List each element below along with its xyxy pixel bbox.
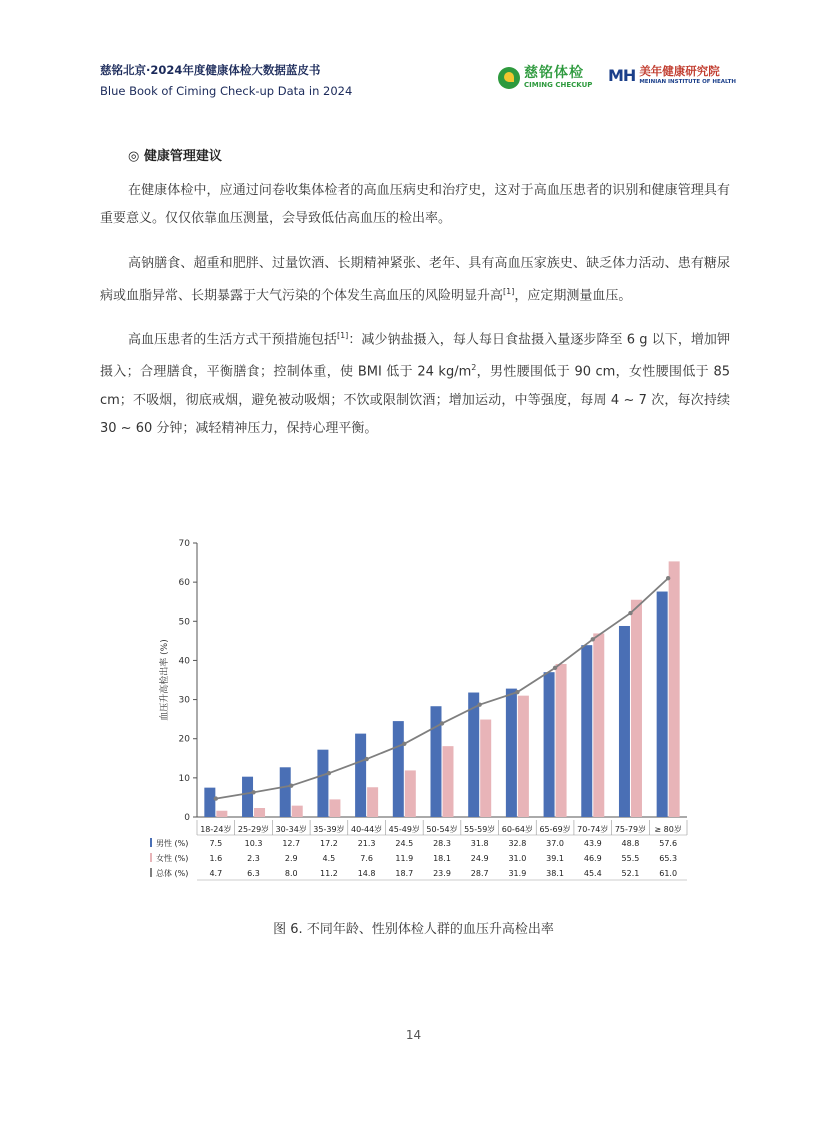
- y-tick-label: 60: [178, 578, 190, 589]
- table-value: 11.9: [395, 854, 414, 863]
- citation-ref: [1]: [503, 287, 515, 296]
- x-category-label: 75-79岁: [614, 825, 647, 834]
- table-value: 7.6: [360, 854, 373, 863]
- document-title: 慈铭北京·2024年度健康体检大数据蓝皮书: [100, 63, 321, 77]
- x-category-label: 60-64岁: [501, 825, 534, 834]
- table-value: 21.3: [357, 839, 376, 848]
- point-total: [327, 771, 331, 775]
- bar-female: [292, 806, 303, 817]
- y-tick-label: 0: [184, 813, 190, 823]
- meinian-logo-icon: MH: [608, 66, 636, 85]
- y-tick-label: 10: [178, 773, 190, 784]
- point-total: [515, 690, 519, 694]
- citation-ref: [1]: [336, 331, 349, 340]
- paragraph-3-body: ：减少钠盐摄入，每人每日食盐摄入量逐步降至 6 g 以下，增加钾摄入；合理膳食，平衡膳食；控制体重，使 BMI 低于 24 kg/m: [100, 332, 730, 380]
- y-tick-label: 40: [178, 656, 190, 667]
- table-value: 52.1: [621, 869, 640, 878]
- bar-male: [581, 645, 592, 817]
- x-category-label: 30-34岁: [275, 825, 307, 834]
- y-axis-label: 血压升高检出率 (%): [160, 639, 170, 721]
- table-value: 46.9: [583, 854, 602, 863]
- point-total: [251, 790, 255, 794]
- point-total: [364, 757, 368, 761]
- superscript-2: 2: [471, 363, 477, 373]
- bar-female: [367, 787, 378, 817]
- table-value: 55.5: [621, 854, 640, 863]
- bar-female: [480, 720, 491, 817]
- bar-male: [242, 777, 253, 817]
- bar-female: [405, 770, 416, 817]
- paragraph-2: [100, 250, 730, 310]
- table-value: 31.9: [508, 869, 527, 878]
- bar-male: [657, 592, 668, 817]
- bar-female: [216, 811, 227, 817]
- point-total: [402, 742, 406, 746]
- section-heading: ◎ 健康管理建议: [128, 149, 222, 164]
- table-value: 39.1: [546, 854, 564, 863]
- legend-swatch: [150, 868, 152, 877]
- ciming-logo: [498, 66, 592, 89]
- table-value: 38.1: [546, 869, 564, 878]
- point-total: [440, 721, 444, 725]
- table-value: 1.6: [209, 854, 223, 863]
- table-value: 7.5: [209, 839, 223, 848]
- paragraph-2-tail: ，应定期测量血压。: [514, 288, 632, 304]
- x-category-label: 45-49岁: [388, 825, 420, 834]
- x-category-label: 35-39岁: [313, 825, 345, 834]
- bar-female: [631, 600, 642, 817]
- bar-female: [593, 633, 604, 817]
- figure-caption: 图 6. 不同年龄、性别体检人群的血压升高检出率: [273, 922, 554, 937]
- paragraph-2-text: 高钠膳食、超重和肥胖、过量饮酒、长期精神紧张、老年、具有高血压家族史、缺乏体力活动、患有糖尿病或血脂异常、长期暴露于大气污染的个体发生高血压的风险明显升高: [100, 256, 730, 304]
- x-category-label: ≥ 80岁: [654, 825, 682, 834]
- table-value: 18.7: [395, 869, 414, 878]
- bar-male: [619, 626, 630, 817]
- bar-female: [518, 696, 529, 817]
- ciming-logo-cn: 慈铭体检: [524, 65, 584, 81]
- table-value: 24.5: [395, 839, 414, 848]
- x-category-label: 18-24岁: [200, 825, 232, 834]
- x-category-label: 50-54岁: [426, 825, 458, 834]
- table-value: 8.0: [284, 869, 298, 878]
- document-subtitle: Blue Book of Ciming Check-up Data in 2024: [100, 84, 353, 98]
- legend-swatch: [150, 838, 152, 847]
- table-value: 17.2: [320, 839, 338, 848]
- paragraph-3: [100, 322, 730, 443]
- bar-male: [506, 689, 517, 817]
- bar-male: [431, 706, 442, 817]
- bar-female: [669, 561, 680, 817]
- x-category-label: 25-29岁: [237, 825, 270, 834]
- hypertension-rate-chart: [150, 530, 710, 890]
- table-value: 57.6: [659, 839, 678, 848]
- table-value: 2.9: [284, 854, 298, 863]
- table-value: 10.3: [244, 839, 263, 848]
- bar-male: [204, 788, 215, 817]
- y-tick-label: 70: [178, 539, 190, 549]
- bar-male: [280, 767, 291, 817]
- legend-label: 女性 (%): [156, 854, 189, 863]
- table-value: 2.3: [247, 854, 260, 863]
- table-value: 61.0: [659, 869, 678, 878]
- table-value: 14.8: [357, 869, 376, 878]
- table-value: 48.8: [621, 839, 640, 848]
- bar-female: [556, 664, 567, 817]
- point-total: [553, 666, 557, 670]
- page-number: 14: [405, 1028, 422, 1042]
- bar-female: [443, 746, 454, 817]
- table-value: 24.9: [470, 854, 489, 863]
- table-value: 4.7: [209, 869, 223, 878]
- paragraph-3-tail: ，男性腰围低于 90 cm，女性腰围低于 85 cm；不吸烟，彻底戒烟，避免被动吸烟；不饮或限制饮酒；增加运动，中等强度，每周 4 ~ 7 次，每次持续 30 ~ 60 分钟；减轻精神压力，保持心理平衡。: [100, 364, 730, 436]
- y-tick-label: 30: [178, 695, 190, 706]
- table-value: 11.2: [320, 869, 338, 878]
- table-value: 31.8: [470, 839, 489, 848]
- x-category-label: 55-59岁: [464, 825, 496, 834]
- meinian-logo-en: MEINIAN INSTITUTE OF HEALTH: [639, 78, 736, 85]
- table-value: 45.4: [583, 869, 602, 878]
- bar-male: [544, 672, 555, 817]
- bar-male: [468, 693, 479, 817]
- bar-male: [355, 734, 366, 817]
- point-total: [666, 576, 670, 580]
- bar-female: [329, 799, 340, 817]
- x-category-label: 40-44岁: [350, 825, 383, 834]
- point-total: [591, 637, 595, 641]
- x-category-label: 70-74岁: [577, 825, 609, 834]
- x-category-label: 65-69岁: [539, 825, 571, 834]
- table-value: 28.7: [470, 869, 489, 878]
- ciming-logo-en: CIMING CHECKUP: [524, 81, 593, 89]
- y-tick-label: 50: [178, 617, 190, 628]
- ciming-logo-icon: [498, 67, 520, 89]
- bar-male: [393, 721, 404, 817]
- point-total: [628, 611, 632, 615]
- table-value: 28.3: [433, 839, 451, 848]
- meinian-logo: [608, 66, 736, 85]
- point-total: [289, 783, 293, 787]
- meinian-logo-cn: 美年健康研究院: [639, 64, 720, 78]
- table-value: 32.8: [508, 839, 527, 848]
- table-value: 31.0: [508, 854, 527, 863]
- point-total: [477, 702, 481, 706]
- table-value: 43.9: [583, 839, 602, 848]
- legend-label: 总体 (%): [156, 869, 189, 878]
- legend-swatch: [150, 853, 152, 862]
- table-value: 37.0: [546, 839, 564, 848]
- table-value: 6.3: [247, 869, 260, 878]
- y-tick-label: 20: [178, 734, 190, 745]
- table-value: 23.9: [433, 869, 451, 878]
- table-value: 12.7: [282, 839, 301, 848]
- bar-male: [317, 750, 328, 817]
- legend-label: 男性 (%): [156, 839, 189, 848]
- table-value: 65.3: [659, 854, 678, 863]
- table-value: 18.1: [433, 854, 451, 863]
- bar-female: [254, 808, 265, 817]
- point-total: [214, 796, 218, 800]
- table-value: 4.5: [322, 854, 336, 863]
- paragraph-1: 在健康体检中，应通过问卷收集体检者的高血压病史和治疗史，这对于高血压患者的识别和健康管理具有重要意义。仅仅依靠血压测量，会导致低估高血压的检出率。: [100, 183, 730, 226]
- paragraph-3-text: 高血压患者的生活方式干预措施包括: [128, 332, 337, 348]
